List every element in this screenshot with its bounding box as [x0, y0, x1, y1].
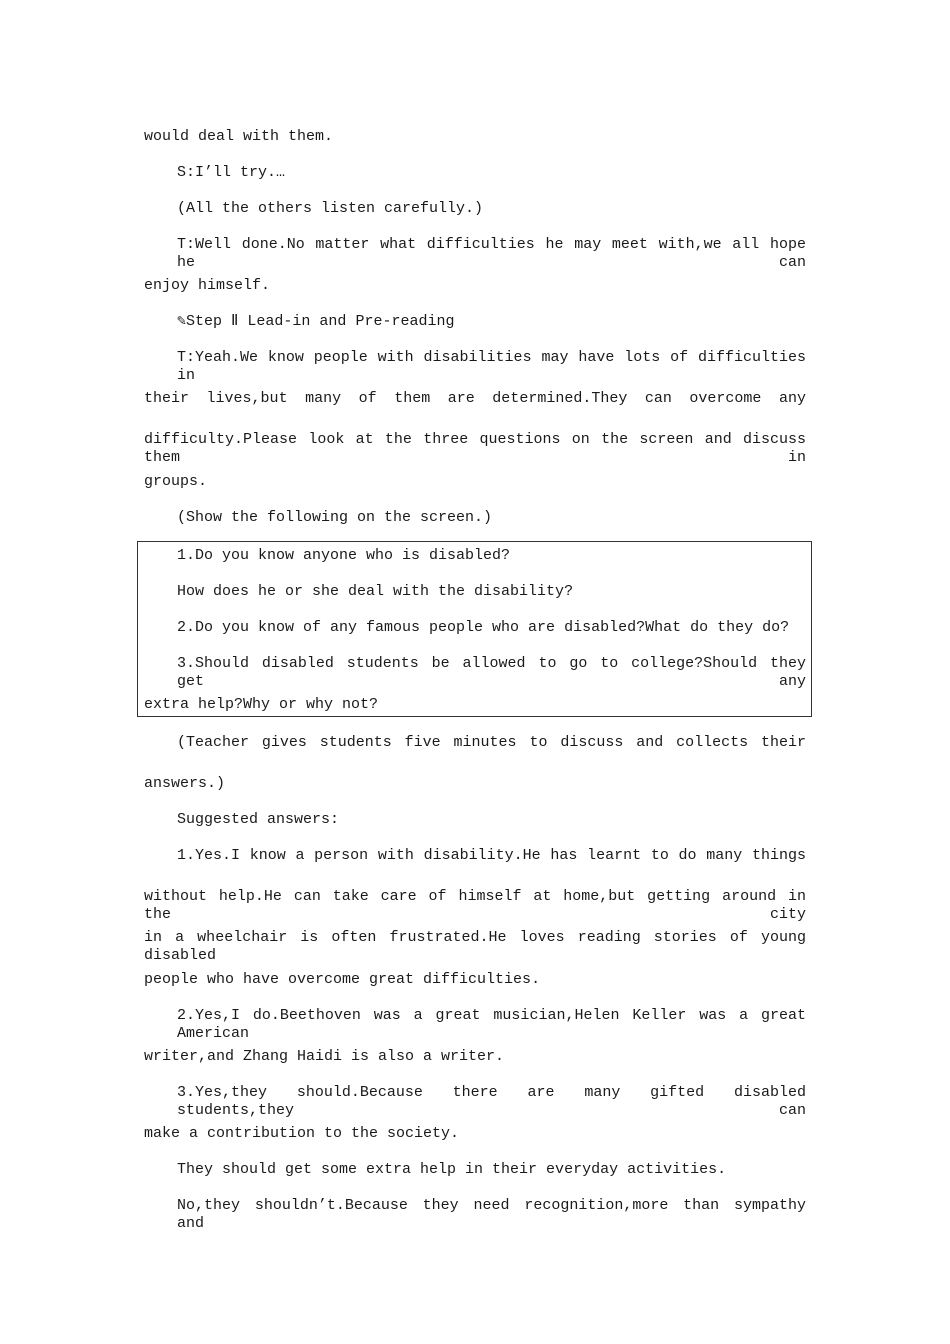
box-question-line: extra help?Why or why not? [144, 696, 379, 713]
text-line: No,they shouldn’t.Because they need recognition,more than sympathy and [177, 1197, 806, 1232]
text-line: in a wheelchair is often frustrated.He loves reading stories of young disabled [144, 929, 806, 964]
text-line: 3.Yes,they should.Because there are many gifted disabled students,they can [177, 1084, 806, 1119]
text-line: Suggested answers: [177, 811, 340, 828]
text-line: people who have overcome great difficulties. [144, 971, 541, 988]
text-line: difficulty.Please look at the three questions on the screen and discuss them in [144, 431, 806, 466]
text-line: make a contribution to the society. [144, 1125, 460, 1142]
text-line: They should get some extra help in their everyday activities. [177, 1161, 727, 1178]
text-line: enjoy himself. [144, 277, 271, 294]
text-line: (All the others listen carefully.) [177, 200, 484, 217]
text-line: T:Yeah.We know people with disabilities may have lots of difficulties in [177, 349, 806, 384]
text-line: (Show the following on the screen.) [177, 509, 493, 526]
text-line: T:Well done.No matter what difficulties he may meet with,we all hope he can [177, 236, 806, 271]
text-line: writer,and Zhang Haidi is also a writer. [144, 1048, 505, 1065]
box-question-line: 2.Do you know of any famous people who are disabled?What do they do? [177, 619, 790, 636]
text-line: S:I’ll try.… [177, 164, 286, 181]
text-line: 2.Yes,I do.Beethoven was a great musician,Helen Keller was a great American [177, 1007, 806, 1042]
text-line: 1.Yes.I know a person with disability.He has learnt to do many things [177, 847, 806, 864]
box-question-line: How does he or she deal with the disability? [177, 583, 574, 600]
box-question-line: 1.Do you know anyone who is disabled? [177, 547, 511, 564]
text-line: answers.) [144, 775, 226, 792]
text-line: groups. [144, 473, 208, 490]
text-line: (Teacher gives students five minutes to discuss and collects their [177, 734, 806, 751]
step-heading: ✎Step Ⅱ Lead-in and Pre-reading [177, 313, 455, 330]
text-line: their lives,but many of them are determined.They can overcome any [144, 390, 806, 407]
text-line: without help.He can take care of himself at home,but getting around in the city [144, 888, 806, 923]
box-question-line: 3.Should disabled students be allowed to go to college?Should they get any [177, 655, 806, 690]
text-line: would deal with them. [144, 128, 334, 145]
